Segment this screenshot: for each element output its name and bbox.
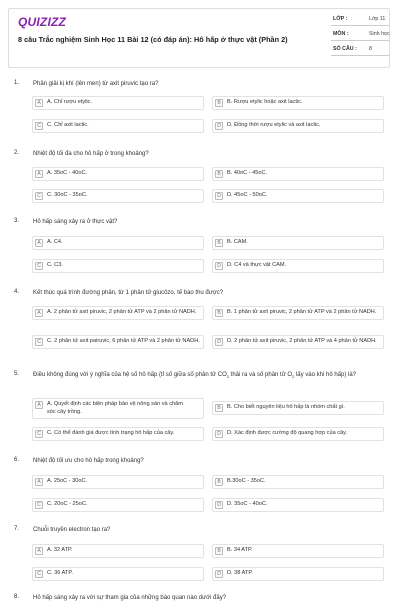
question-text: Nhiệt độ tối ưu cho hô hấp trong khoảng?	[33, 458, 144, 464]
option-box: A	[35, 99, 43, 107]
option-text: A. C4.	[47, 239, 63, 246]
option-box: B	[215, 478, 223, 486]
option-box: D	[215, 430, 223, 438]
option-box: A	[35, 309, 43, 317]
option-box: B	[215, 309, 223, 317]
question-text	[33, 371, 373, 381]
option-box: D	[215, 192, 223, 200]
option-a[interactable]	[35, 401, 205, 416]
question-text: Hô hấp sáng xảy ra với sự tham gia của những bào quan nào dưới đây?	[33, 595, 227, 601]
option-box: B	[215, 547, 223, 555]
text-part: lấy vào khi hô hấp) là?	[294, 372, 357, 378]
option-box: A	[35, 401, 43, 409]
class-value: Lớp 11	[369, 16, 386, 22]
option-text: C. 30oC - 35oC.	[47, 192, 88, 199]
question-number: 2.	[14, 150, 20, 156]
option-box: C	[35, 192, 43, 200]
question-number: 3.	[14, 218, 20, 224]
option-text: B. 34 ATP.	[227, 547, 253, 554]
divider	[331, 55, 389, 56]
option-box: B	[215, 170, 223, 178]
option-box: D	[215, 122, 223, 130]
option-text: D. Xác định được cường độ quang hợp của cây.	[227, 430, 348, 437]
option-b[interactable]	[215, 309, 385, 317]
option-a[interactable]	[35, 99, 92, 107]
option-box: C	[35, 122, 43, 130]
option-c[interactable]	[35, 262, 63, 270]
question-text: Hô hấp sáng xảy ra ở thực vật?	[33, 219, 118, 225]
question-number: 7.	[14, 526, 20, 532]
option-c[interactable]	[35, 570, 73, 578]
option-d[interactable]	[215, 430, 347, 438]
text-part: thải ra và số phân tử O	[229, 372, 293, 378]
option-a[interactable]	[35, 478, 87, 486]
option-box: D	[215, 501, 223, 509]
option-box: D	[215, 262, 223, 270]
option-text: C. 36 ATP.	[47, 570, 73, 577]
option-text: A. 2 phân tử axit piruvic, 2 phân tử ATP và 2 phân tử NADH.	[47, 309, 197, 315]
option-box: A	[35, 478, 43, 486]
question-number: 6.	[14, 457, 20, 463]
option-box: B	[215, 239, 223, 247]
option-text: B. Rượu etylic hoặc axit lactic.	[227, 99, 303, 106]
option-text: A. 32 ATP.	[47, 547, 73, 554]
option-text: D. 38 ATP.	[227, 570, 253, 577]
option-text: C. Chỉ axit lactic.	[47, 122, 89, 129]
subject-value: Sinh học	[369, 31, 390, 37]
option-box: B	[215, 404, 223, 412]
option-text: B.30oC - 35oC.	[227, 478, 266, 485]
option-text: D. 35oC - 40oC.	[227, 501, 268, 508]
question-number: 8.	[14, 594, 20, 600]
option-text: D. 45oC - 50oC.	[227, 192, 268, 199]
option-box: B	[215, 99, 223, 107]
option-text: A. 35oC - 40oC.	[47, 170, 88, 177]
option-box: C	[35, 570, 43, 578]
option-text: A. 25oC - 30oC.	[47, 478, 88, 485]
option-a[interactable]	[35, 239, 63, 247]
option-text: D. Đồng thời rượu etylic và axit lactic.	[227, 122, 321, 129]
option-text: B. 1 phân tử axit piruvic, 2 phân tử ATP và 2 phân tử NADH.	[227, 309, 377, 315]
option-c[interactable]	[35, 122, 89, 130]
count-label: SỐ CÂU :	[333, 46, 357, 52]
text-part: Điều không đúng với ý nghĩa của hệ số hô hấp (tỉ số giữa số phân tử CO	[33, 372, 227, 378]
quizizz-logo: QUIZIZZ	[18, 15, 67, 29]
option-box: C	[35, 501, 43, 509]
question-text: Nhiệt độ tối đa cho hô hấp ở trong khoảng?	[33, 151, 149, 157]
option-b[interactable]	[215, 478, 266, 486]
subscript: 2	[226, 374, 229, 380]
option-box: C	[35, 430, 43, 438]
option-a[interactable]	[35, 170, 87, 178]
option-d[interactable]	[215, 338, 385, 346]
question-text: Kết thúc quá trình đường phân, từ 1 phân tử glucôzo, tế bào thu được?	[33, 290, 224, 296]
option-d[interactable]	[215, 570, 253, 578]
class-label: LỚP :	[333, 16, 348, 22]
option-b[interactable]	[215, 547, 253, 555]
count-value: 8	[369, 46, 372, 52]
divider	[331, 40, 389, 41]
option-d[interactable]	[215, 501, 267, 509]
divider	[331, 25, 389, 26]
option-b[interactable]	[215, 170, 267, 178]
option-text: D. 2 phân tử axit piruvic, 2 phân tử ATP và 4 phân tử NADH.	[227, 338, 377, 344]
subscript: 2	[292, 374, 295, 380]
option-d[interactable]	[215, 122, 320, 130]
option-box: D	[215, 338, 223, 346]
option-text: B. Cho biết nguyên liệu hô hấp là nhóm chất gì.	[227, 404, 345, 411]
option-box: D	[215, 570, 223, 578]
option-text: A. Quyết định các biện pháp bảo vệ nông sản và chăm sóc cây trồng.	[47, 401, 183, 415]
option-d[interactable]	[215, 262, 286, 270]
option-c[interactable]	[35, 338, 205, 346]
option-box: A	[35, 547, 43, 555]
question-text: Chuỗi truyền electron tạo ra?	[33, 527, 111, 533]
option-text: B. 40oC - 45oC.	[227, 170, 268, 177]
question-number: 1.	[14, 80, 20, 86]
option-c[interactable]	[35, 430, 174, 438]
option-box: A	[35, 170, 43, 178]
option-a[interactable]	[35, 547, 73, 555]
option-text: C. 2 phân tử axit pairuvic, 6 phân tử ATP và 2 phân tử NADH.	[47, 338, 200, 344]
option-text: C. C3.	[47, 262, 63, 269]
option-box: C	[35, 262, 43, 270]
option-c[interactable]	[35, 501, 87, 509]
option-text: C. 20oC - 25oC.	[47, 501, 88, 508]
option-d[interactable]	[215, 192, 267, 200]
option-text: A. Chỉ rượu etylic.	[47, 99, 93, 106]
option-text: B. CAM.	[227, 239, 248, 246]
option-a[interactable]	[35, 309, 205, 317]
question-text: Phân giải kị khí (lên men) từ axit piruvic tạo ra?	[33, 81, 159, 87]
option-text: D. C4 và thực vật CAM.	[227, 262, 287, 269]
subject-label: MÔN :	[333, 31, 349, 37]
option-text: C. Có thể đánh giá được tình trạng hô hấp của cây.	[47, 430, 175, 437]
quiz-header	[8, 8, 390, 68]
option-b[interactable]	[215, 404, 345, 412]
question-number: 5.	[14, 371, 20, 377]
option-c[interactable]	[35, 192, 87, 200]
option-box: A	[35, 239, 43, 247]
question-number: 4.	[14, 289, 20, 295]
option-box: C	[35, 338, 43, 346]
page-title: 8 câu Trắc nghiệm Sinh Học 11 Bài 12 (có đáp án): Hô hấp ở thực vật (Phần 2)	[18, 35, 288, 44]
option-b[interactable]	[215, 239, 248, 247]
option-b[interactable]	[215, 99, 303, 107]
